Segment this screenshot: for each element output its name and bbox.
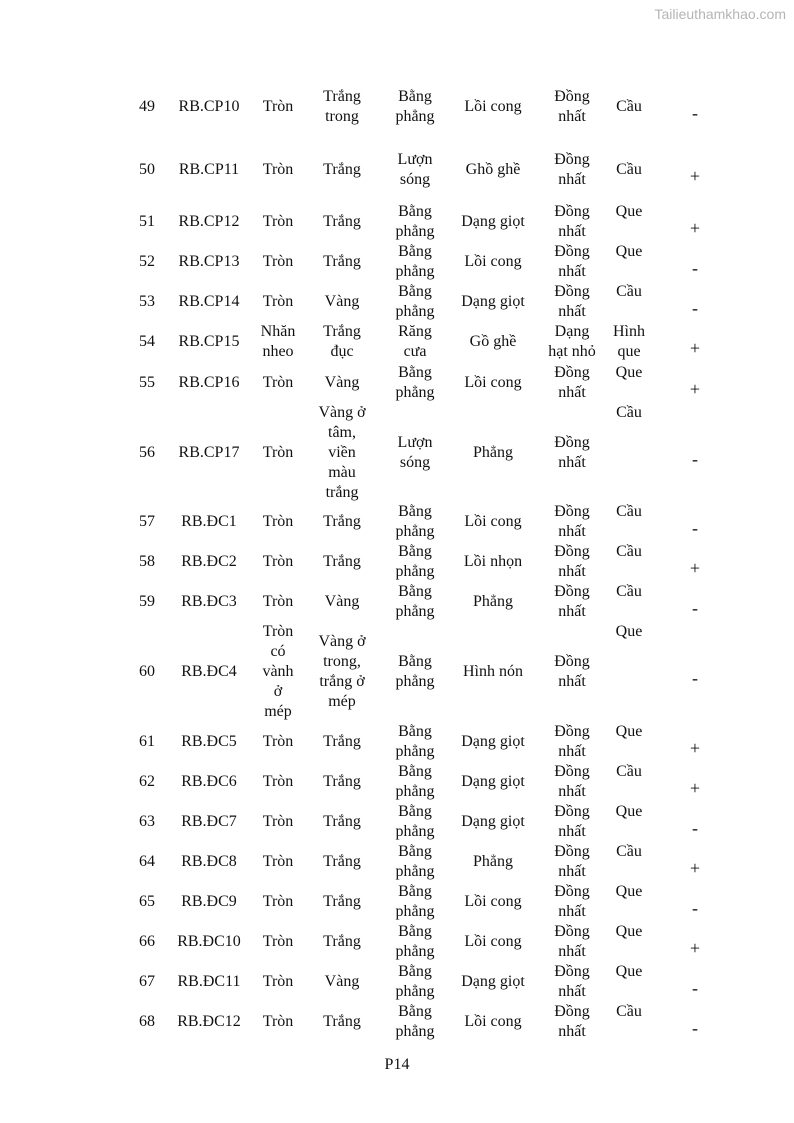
test-result: - — [692, 298, 698, 318]
test-result: - — [692, 898, 698, 918]
row-number: 59 — [139, 593, 155, 610]
colony-shape: Tròn có vành ở mép — [262, 623, 294, 720]
table-row — [0, 802, 794, 842]
row-number: 49 — [139, 98, 155, 115]
colony-structure: Đồng nhất — [554, 723, 590, 760]
colony-color: Trắng — [323, 553, 361, 570]
test-result: + — [689, 379, 701, 399]
row-number: 51 — [139, 213, 155, 230]
colony-edge: Bằng phẳng — [395, 883, 435, 920]
strain-code: RB.CP15 — [178, 333, 240, 350]
colony-structure: Đồng nhất — [554, 543, 590, 580]
colony-edge: Răng cưa — [398, 323, 432, 360]
colony-shape: Tròn — [262, 161, 294, 178]
strain-code: RB.CP12 — [178, 213, 240, 230]
table-row — [0, 762, 794, 802]
strain-code: RB.CP17 — [178, 444, 240, 461]
table-row — [0, 322, 794, 362]
colony-edge: Bằng phẳng — [395, 843, 435, 880]
colony-edge: Bằng phẳng — [395, 364, 435, 401]
colony-edge: Bằng phẳng — [395, 1003, 435, 1040]
test-result: - — [692, 258, 698, 278]
colony-color: Trắng — [323, 513, 361, 530]
strain-code: RB.ĐC3 — [181, 593, 237, 610]
colony-elevation: Lồi cong — [464, 933, 522, 950]
cell-shape: Que — [615, 364, 643, 381]
row-number: 66 — [139, 933, 155, 950]
colony-shape: Tròn — [262, 98, 294, 115]
colony-structure: Đồng nhất — [554, 583, 590, 620]
strain-code: RB.ĐC1 — [181, 513, 237, 530]
colony-color: Trắng — [323, 853, 361, 870]
colony-elevation: Lồi cong — [464, 1013, 522, 1030]
colony-elevation: Dạng giọt — [461, 813, 525, 830]
colony-shape: Tròn — [262, 444, 294, 461]
test-result: + — [689, 938, 701, 958]
colony-shape: Tròn — [262, 293, 294, 310]
colony-edge: Bằng phẳng — [395, 583, 435, 620]
colony-shape: Tròn — [262, 593, 294, 610]
row-number: 50 — [139, 161, 155, 178]
colony-shape: Nhăn nheo — [260, 323, 296, 360]
colony-color: Trắng đục — [323, 323, 361, 360]
test-result: - — [692, 1018, 698, 1038]
test-result: + — [689, 858, 701, 878]
strain-code: RB.CP10 — [178, 98, 240, 115]
test-result: + — [689, 778, 701, 798]
colony-edge: Bằng phẳng — [395, 723, 435, 760]
colony-color: Vàng ở tâm, viền màu trắng — [318, 404, 366, 501]
colony-structure: Đồng nhất — [554, 151, 590, 188]
cell-shape: Cầu — [616, 283, 642, 300]
colony-structure: Đồng nhất — [554, 883, 590, 920]
page-number: P14 — [384, 1056, 410, 1073]
colony-edge: Bằng phẳng — [395, 203, 435, 240]
colony-elevation: Lồi nhọn — [463, 553, 523, 570]
colony-shape: Tròn — [262, 1013, 294, 1030]
cell-shape: Cầu — [616, 543, 642, 560]
colony-color: Trắng — [323, 1013, 361, 1030]
strain-code: RB.CP16 — [178, 374, 240, 391]
row-number: 63 — [139, 813, 155, 830]
colony-structure: Đồng nhất — [554, 364, 590, 401]
colony-edge: Bằng phẳng — [395, 763, 435, 800]
strain-code: RB.ĐC7 — [181, 813, 237, 830]
row-number: 54 — [139, 333, 155, 350]
colony-elevation: Dạng giọt — [461, 733, 525, 750]
colony-elevation: Dạng giọt — [461, 773, 525, 790]
test-result: + — [689, 558, 701, 578]
test-result: - — [692, 598, 698, 618]
table-row — [0, 922, 794, 962]
colony-elevation: Phẳng — [473, 593, 513, 610]
row-number: 53 — [139, 293, 155, 310]
colony-color: Trắng — [323, 773, 361, 790]
colony-color: Trắng — [323, 893, 361, 910]
colony-color: Trắng — [323, 933, 361, 950]
colony-shape: Tròn — [262, 773, 294, 790]
cell-shape: Cầu — [616, 503, 642, 520]
table-row — [0, 842, 794, 882]
table-row — [0, 202, 794, 242]
colony-edge: Lượn sóng — [397, 434, 433, 471]
cell-shape: Cầu — [616, 161, 642, 178]
colony-color: Vàng — [324, 593, 360, 610]
test-result: - — [692, 103, 698, 123]
test-result: + — [689, 338, 701, 358]
colony-structure: Đồng nhất — [554, 803, 590, 840]
strain-code: RB.ĐC9 — [181, 893, 237, 910]
colony-elevation: Lồi cong — [464, 893, 522, 910]
cell-shape: Que — [615, 923, 643, 940]
colony-edge: Bằng phẳng — [395, 803, 435, 840]
strain-code: RB.CP13 — [178, 253, 240, 270]
table-row — [0, 150, 794, 190]
row-number: 57 — [139, 513, 155, 530]
colony-shape: Tròn — [262, 893, 294, 910]
strain-code: RB.ĐC5 — [181, 733, 237, 750]
test-result: - — [692, 818, 698, 838]
test-result: - — [692, 978, 698, 998]
strain-code: RB.CP14 — [178, 293, 240, 310]
strain-code: RB.ĐC12 — [177, 1013, 241, 1030]
table-row — [0, 882, 794, 922]
colony-edge: Lượn sóng — [397, 151, 433, 188]
colony-elevation: Phẳng — [473, 444, 513, 461]
cell-shape: Que — [615, 883, 643, 900]
colony-shape: Tròn — [262, 933, 294, 950]
table-row — [0, 403, 794, 503]
table-row — [0, 502, 794, 542]
colony-structure: Đồng nhất — [554, 243, 590, 280]
row-number: 61 — [139, 733, 155, 750]
colony-elevation: Phẳng — [473, 853, 513, 870]
colony-shape: Tròn — [262, 973, 294, 990]
colony-color: Vàng — [324, 293, 360, 310]
colony-structure: Đồng nhất — [554, 843, 590, 880]
strain-code: RB.ĐC8 — [181, 853, 237, 870]
table-row — [0, 722, 794, 762]
table-row — [0, 622, 794, 722]
colony-elevation: Hình nón — [463, 663, 523, 680]
colony-color: Trắng — [323, 161, 361, 178]
colony-color: Trắng trong — [323, 88, 361, 125]
colony-elevation: Lồi cong — [464, 374, 522, 391]
colony-edge: Bằng phẳng — [395, 243, 435, 280]
table-row — [0, 242, 794, 282]
colony-structure: Đồng nhất — [554, 434, 590, 471]
colony-color: Vàng — [324, 374, 360, 391]
colony-shape: Tròn — [262, 853, 294, 870]
watermark: Tailieuthamkhao.com — [654, 6, 786, 22]
colony-color: Vàng ở trong, trắng ở mép — [318, 633, 366, 710]
row-number: 58 — [139, 553, 155, 570]
colony-shape: Tròn — [262, 253, 294, 270]
colony-edge: Bằng phẳng — [395, 88, 435, 125]
colony-shape: Tròn — [262, 813, 294, 830]
colony-edge: Bằng phẳng — [395, 963, 435, 1000]
colony-structure: Đồng nhất — [554, 503, 590, 540]
cell-shape: Que — [615, 243, 643, 260]
cell-shape: Cầu — [616, 763, 642, 780]
strain-code: RB.CP11 — [178, 161, 240, 178]
colony-elevation: Lồi cong — [464, 253, 522, 270]
cell-shape: Cầu — [616, 583, 642, 600]
colony-structure: Đồng nhất — [554, 88, 590, 125]
test-result: + — [689, 166, 701, 186]
colony-elevation: Gồ ghề — [469, 333, 517, 350]
cell-shape: Cầu — [616, 1003, 642, 1020]
colony-edge: Bằng phẳng — [395, 653, 435, 690]
row-number: 55 — [139, 374, 155, 391]
row-number: 60 — [139, 663, 155, 680]
table-row — [0, 77, 794, 137]
cell-shape: Hình que — [613, 323, 645, 360]
test-result: - — [692, 518, 698, 538]
colony-structure: Đồng nhất — [554, 283, 590, 320]
colony-edge: Bằng phẳng — [395, 503, 435, 540]
cell-shape: Que — [615, 803, 643, 820]
colony-structure: Đồng nhất — [554, 763, 590, 800]
colony-structure: Đồng nhất — [554, 1003, 590, 1040]
test-result: - — [692, 449, 698, 469]
strain-code: RB.ĐC10 — [177, 933, 241, 950]
colony-shape: Tròn — [262, 553, 294, 570]
colony-color: Trắng — [323, 253, 361, 270]
colony-structure: Đồng nhất — [554, 653, 590, 690]
row-number: 52 — [139, 253, 155, 270]
strain-code: RB.ĐC6 — [181, 773, 237, 790]
row-number: 62 — [139, 773, 155, 790]
row-number: 65 — [139, 893, 155, 910]
colony-color: Vàng — [324, 973, 360, 990]
colony-color: Trắng — [323, 213, 361, 230]
colony-shape: Tròn — [262, 213, 294, 230]
test-result: + — [689, 218, 701, 238]
cell-shape: Que — [615, 723, 643, 740]
test-result: + — [689, 738, 701, 758]
colony-edge: Bằng phẳng — [395, 283, 435, 320]
table-row — [0, 962, 794, 1002]
strain-code: RB.ĐC4 — [181, 663, 237, 680]
strain-code: RB.ĐC11 — [177, 973, 241, 990]
test-result: - — [692, 668, 698, 688]
colony-elevation: Lồi cong — [464, 98, 522, 115]
cell-shape: Cầu — [616, 404, 642, 421]
table-row — [0, 282, 794, 322]
colony-edge: Bằng phẳng — [395, 543, 435, 580]
colony-structure: Đồng nhất — [554, 923, 590, 960]
table-row — [0, 542, 794, 582]
colony-elevation: Dạng giọt — [461, 213, 525, 230]
table-row — [0, 363, 794, 403]
row-number: 67 — [139, 973, 155, 990]
strain-code: RB.ĐC2 — [181, 553, 237, 570]
table-row — [0, 1002, 794, 1042]
colony-elevation: Dạng giọt — [461, 973, 525, 990]
row-number: 56 — [139, 444, 155, 461]
colony-elevation: Ghồ ghề — [465, 161, 521, 178]
cell-shape: Que — [615, 623, 643, 640]
colony-structure: Đồng nhất — [554, 203, 590, 240]
colony-shape: Tròn — [262, 513, 294, 530]
cell-shape: Que — [615, 203, 643, 220]
colony-color: Trắng — [323, 813, 361, 830]
colony-edge: Bằng phẳng — [395, 923, 435, 960]
colony-shape: Tròn — [262, 733, 294, 750]
colony-structure: Dạng hạt nhỏ — [548, 323, 596, 360]
cell-shape: Cầu — [616, 843, 642, 860]
colony-structure: Đồng nhất — [554, 963, 590, 1000]
row-number: 68 — [139, 1013, 155, 1030]
cell-shape: Cầu — [616, 98, 642, 115]
table-row — [0, 582, 794, 622]
row-number: 64 — [139, 853, 155, 870]
colony-elevation: Lồi cong — [464, 513, 522, 530]
colony-elevation: Dạng giọt — [461, 293, 525, 310]
colony-color: Trắng — [323, 733, 361, 750]
cell-shape: Que — [615, 963, 643, 980]
colony-shape: Tròn — [262, 374, 294, 391]
